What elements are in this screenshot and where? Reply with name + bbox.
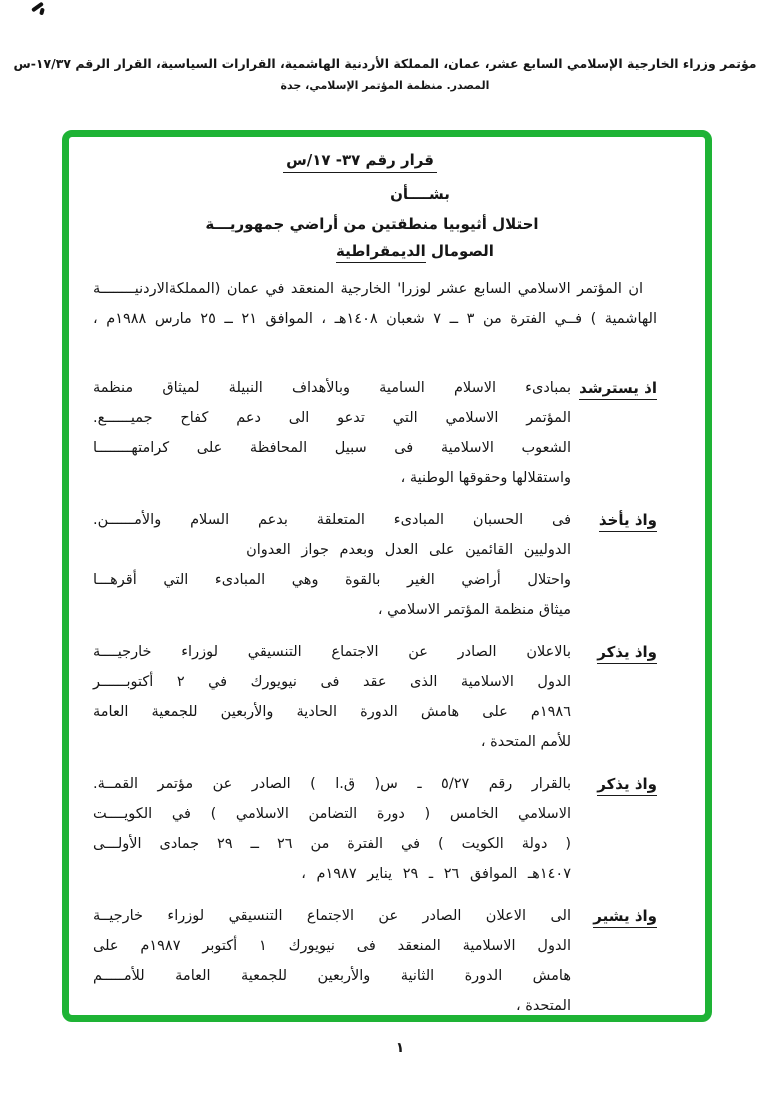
clause-line: المؤتمر الاسلامي التي تدعو الى دعم كفاح جميــــــع.	[93, 410, 571, 426]
clause-text	[93, 769, 571, 889]
document-header	[0, 56, 770, 92]
clause-line: بمبادىء الاسلام السامية وبالأهداف النبيلة لميثاق منظمة	[93, 380, 571, 396]
country-word: الصومال	[431, 242, 494, 260]
subject-country-line	[133, 238, 697, 265]
clauses	[93, 373, 657, 1021]
clause-label: واذ يذكر	[571, 769, 657, 889]
clause-guided-by	[93, 373, 657, 493]
clause-label: واذ يذكر	[571, 637, 657, 757]
clause-line: واحتلال أراضي الغير بالقوة وهي المبادىء التي أقرهـــا	[93, 572, 571, 588]
clause-taking-into-account	[93, 505, 657, 625]
subject-line: احتلال أثيوبيا منطقتين من أراضي جمهوريـــة	[205, 215, 539, 233]
resolution-number-title: قرار رقم ٣٧- ١٧/س	[78, 147, 642, 173]
clause-recalling-resolution	[93, 769, 657, 889]
clause-line: ١٤٠٧هـ الموافق ٢٦ ـ ٢٩ يناير ١٩٨٧م ،	[301, 866, 571, 882]
resolution-body	[69, 137, 705, 1015]
clause-line: الدول الاسلامية المنعقد فى نيويورك ١ أكتوبر ١٩٨٧م على	[93, 938, 572, 954]
clause-text	[93, 637, 571, 757]
clause-recalling-declaration	[93, 637, 657, 757]
clause-line: ميثاق منظمة المؤتمر الاسلامي ،	[377, 602, 571, 618]
clause-label: واذ يأخذ	[571, 505, 657, 625]
preamble-line: الهاشمية ) فــي الفترة من ٣ ــ ٧ شعبان ١٤٠٨هـ ، الموافق ٢١ ــ ٢٥ مارس ١٩٨٨م ،	[93, 311, 658, 327]
clause-line: الدول الاسلامية الذى عقد فى نيويورك في ٢ أكتوبــــــر	[93, 674, 572, 690]
clause-label: واذ يشير	[571, 901, 657, 1021]
citation-line: مؤتمر وزراء الخارجية الإسلامي السابع عشر، عمان، المملكة الأردنية الهاشمية، القرارات السياسية، القرار الرقم ١٧/٣٧-س	[13, 56, 757, 71]
source-line: المصدر. منظمة المؤتمر الإسلامي، جدة	[280, 79, 490, 92]
clause-line: الى الاعلان الصادر عن الاجتماع التنسيقي لوزراء خارجيــة	[93, 908, 571, 924]
country-word-underlined: الديمقراطية	[336, 242, 426, 263]
clause-line: ١٩٨٦م على هامش الدورة الحادية والأربعين للجمعية العامة	[93, 704, 571, 720]
clause-label: اذ يسترشد	[571, 373, 657, 493]
clause-line: ( دولة الكويت ) في الفترة من ٢٦ ــ ٢٩ جمادى الأولـــى	[93, 836, 572, 852]
clause-line: الدوليين القائمين على العدل وبعدم جواز العدوان	[246, 542, 571, 558]
clause-line: فى الحسبان المبادىء المتعلقة بدعم السلام والأمــــــن.	[93, 512, 571, 528]
scan-artifact	[39, 8, 45, 16]
clause-referring-to	[93, 901, 657, 1021]
clause-line: الاسلامي الخامس ( دورة التضامن الاسلامي ) في الكويــــت	[93, 806, 571, 822]
green-document-frame	[62, 130, 712, 1022]
page-number: ١	[395, 1040, 405, 1056]
clause-line: للأمم المتحدة ،	[480, 734, 571, 750]
subject-label: بشــــأن	[390, 185, 450, 203]
title-block	[93, 147, 657, 265]
clause-text	[93, 505, 571, 625]
clause-text	[93, 901, 571, 1021]
clause-text	[93, 373, 571, 493]
clause-line: المتحدة ،	[515, 998, 571, 1014]
clause-line: بالاعلان الصادر عن الاجتماع التنسيقي لوزراء خارجيــــة	[93, 644, 571, 660]
clause-line: الشعوب الاسلامية فى سبيل المحافظة على كرامتهــــــــا	[93, 440, 571, 456]
clause-line: بالقرار رقم ٥/٢٧ ـ س( ق.ا ) الصادر عن مؤتمر القمــة.	[93, 776, 571, 792]
clause-line: هامش الدورة الثانية والأربعين للجمعية العامة للأمـــــم	[93, 968, 571, 984]
preamble	[93, 274, 657, 334]
preamble-line: ان المؤتمر الاسلامي السابع عشر لوزرا' الخارجية المنعقد في عمان (المملكةالاردنيــــــــة	[93, 281, 643, 297]
clause-line: واستقلالها وحقوقها الوطنية ،	[400, 470, 571, 486]
